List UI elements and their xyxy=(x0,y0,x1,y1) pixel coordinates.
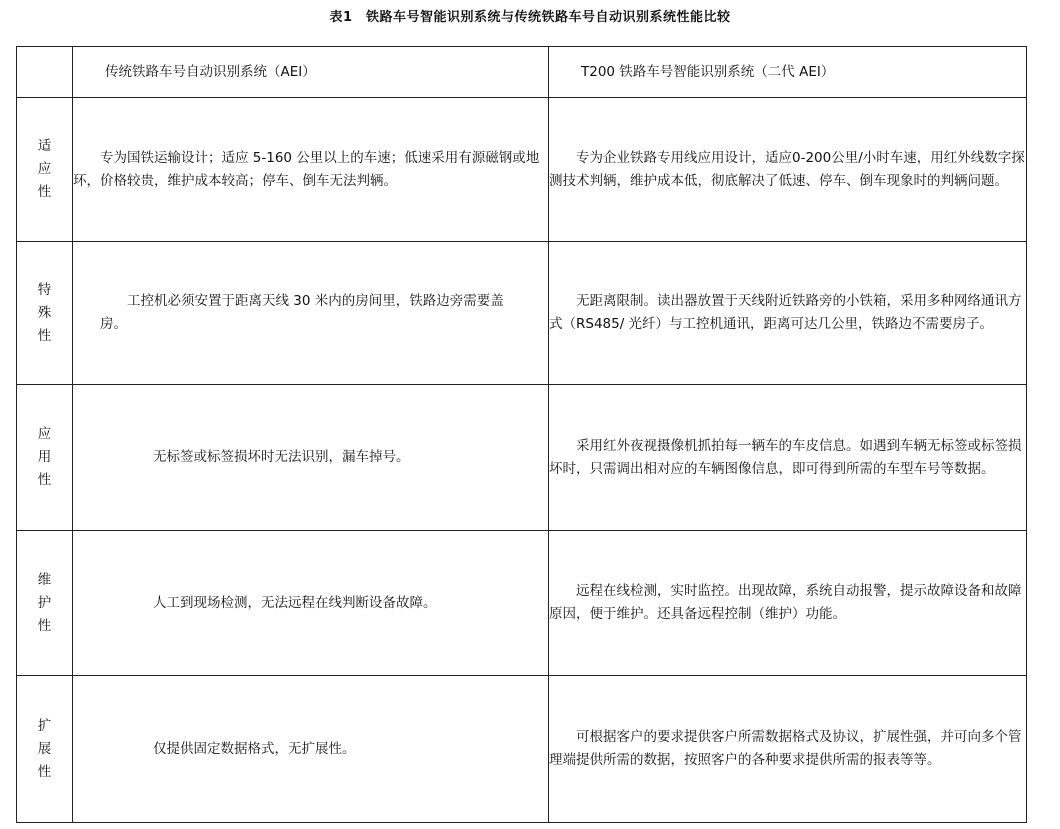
row-label-char: 殊 xyxy=(37,304,52,321)
cell-t200-text: 无距离限制。读出器放置于天线附近铁路旁的小铁箱，采用多种网络通讯方式（RS485/ 光纤）与工控机通讯，距离可达几公里，铁路边不需要房子。 xyxy=(549,293,1022,332)
row-label-char: 性 xyxy=(37,472,52,488)
row-label-char: 用 xyxy=(37,449,52,465)
cell-aei xyxy=(73,98,549,242)
row-label-char: 应 xyxy=(37,161,52,177)
cell-t200 xyxy=(549,676,1027,823)
row-label-char: 性 xyxy=(37,763,52,780)
row-label-char: 展 xyxy=(37,740,52,757)
header-t200: T200 铁路车号智能识别系统（二代 AEI） xyxy=(549,47,1027,98)
row-label-adaptability xyxy=(17,98,73,242)
table-row xyxy=(17,531,1027,676)
cell-aei xyxy=(73,676,549,823)
table-caption: 表1 铁路车号智能识别系统与传统铁路车号自动识别系统性能比较 xyxy=(329,10,731,25)
row-label-extensibility xyxy=(17,676,73,823)
cell-t200-text: 远程在线检测，实时监控。出现故障，系统自动报警，提示故障设备和故障原因，便于维护。还具备远程控制（维护）功能。 xyxy=(549,583,1022,622)
cell-t200-text: 专为企业铁路专用线应用设计，适应0-200公里/小时车速，用红外线数字探测技术判辆，维护成本低，彻底解决了低速、停车、倒车现象时的判辆问题。 xyxy=(549,149,1025,189)
cell-t200 xyxy=(549,385,1027,531)
row-label-applicability xyxy=(17,385,73,531)
table-row xyxy=(17,242,1027,385)
row-label-char: 特 xyxy=(37,281,52,298)
comparison-table xyxy=(16,46,1027,823)
cell-aei-text: 无标签或标签损坏时无法识别，漏车掉号。 xyxy=(153,449,410,465)
cell-t200-text: 采用红外夜视摄像机抓拍每一辆车的车皮信息。如遇到车辆无标签或标签损坏时，只需调出相对应的车辆图像信息，即可得到所需的车型车号等数据。 xyxy=(549,437,1022,477)
row-label-char: 应 xyxy=(37,426,52,442)
cell-aei-text: 工控机必须安置于距离天线 30 米内的房间里，铁路边旁需要盖房。 xyxy=(100,293,504,332)
row-label-char: 护 xyxy=(37,594,52,611)
cell-aei-text: 专为国铁运输设计；适应 5-160 公里以上的车速；低速采用有源磁钢或地环，价格较贵，维护成本较高；停车、倒车无法判辆。 xyxy=(73,149,540,189)
header-aei: 传统铁路车号自动识别系统（AEI） xyxy=(73,47,549,98)
row-label-specialty xyxy=(17,242,73,385)
row-label-maintainability xyxy=(17,531,73,676)
cell-aei-text: 人工到现场检测，无法远程在线判断设备故障。 xyxy=(153,594,437,611)
header-corner-cell xyxy=(17,47,73,98)
row-label-char: 性 xyxy=(37,184,52,200)
row-label-char: 性 xyxy=(37,617,52,634)
table-header-row xyxy=(17,47,1027,98)
cell-t200-text: 可根据客户的要求提供客户所需数据格式及协议，扩展性强，并可向多个管理端提供所需的数据，按照客户的各种要求提供所需的报表等等。 xyxy=(549,729,1022,768)
cell-aei-text: 仅提供固定数据格式，无扩展性。 xyxy=(153,740,356,757)
row-label-char: 维 xyxy=(37,571,52,588)
row-label-char: 扩 xyxy=(37,717,52,734)
cell-aei xyxy=(73,242,549,385)
row-label-char: 适 xyxy=(37,138,52,154)
cell-t200 xyxy=(549,98,1027,242)
table-row xyxy=(17,98,1027,242)
row-label-char: 性 xyxy=(37,327,52,344)
cell-t200 xyxy=(549,531,1027,676)
cell-aei xyxy=(73,385,549,531)
cell-t200 xyxy=(549,242,1027,385)
cell-aei xyxy=(73,531,549,676)
table-row xyxy=(17,385,1027,531)
table-row xyxy=(17,676,1027,823)
